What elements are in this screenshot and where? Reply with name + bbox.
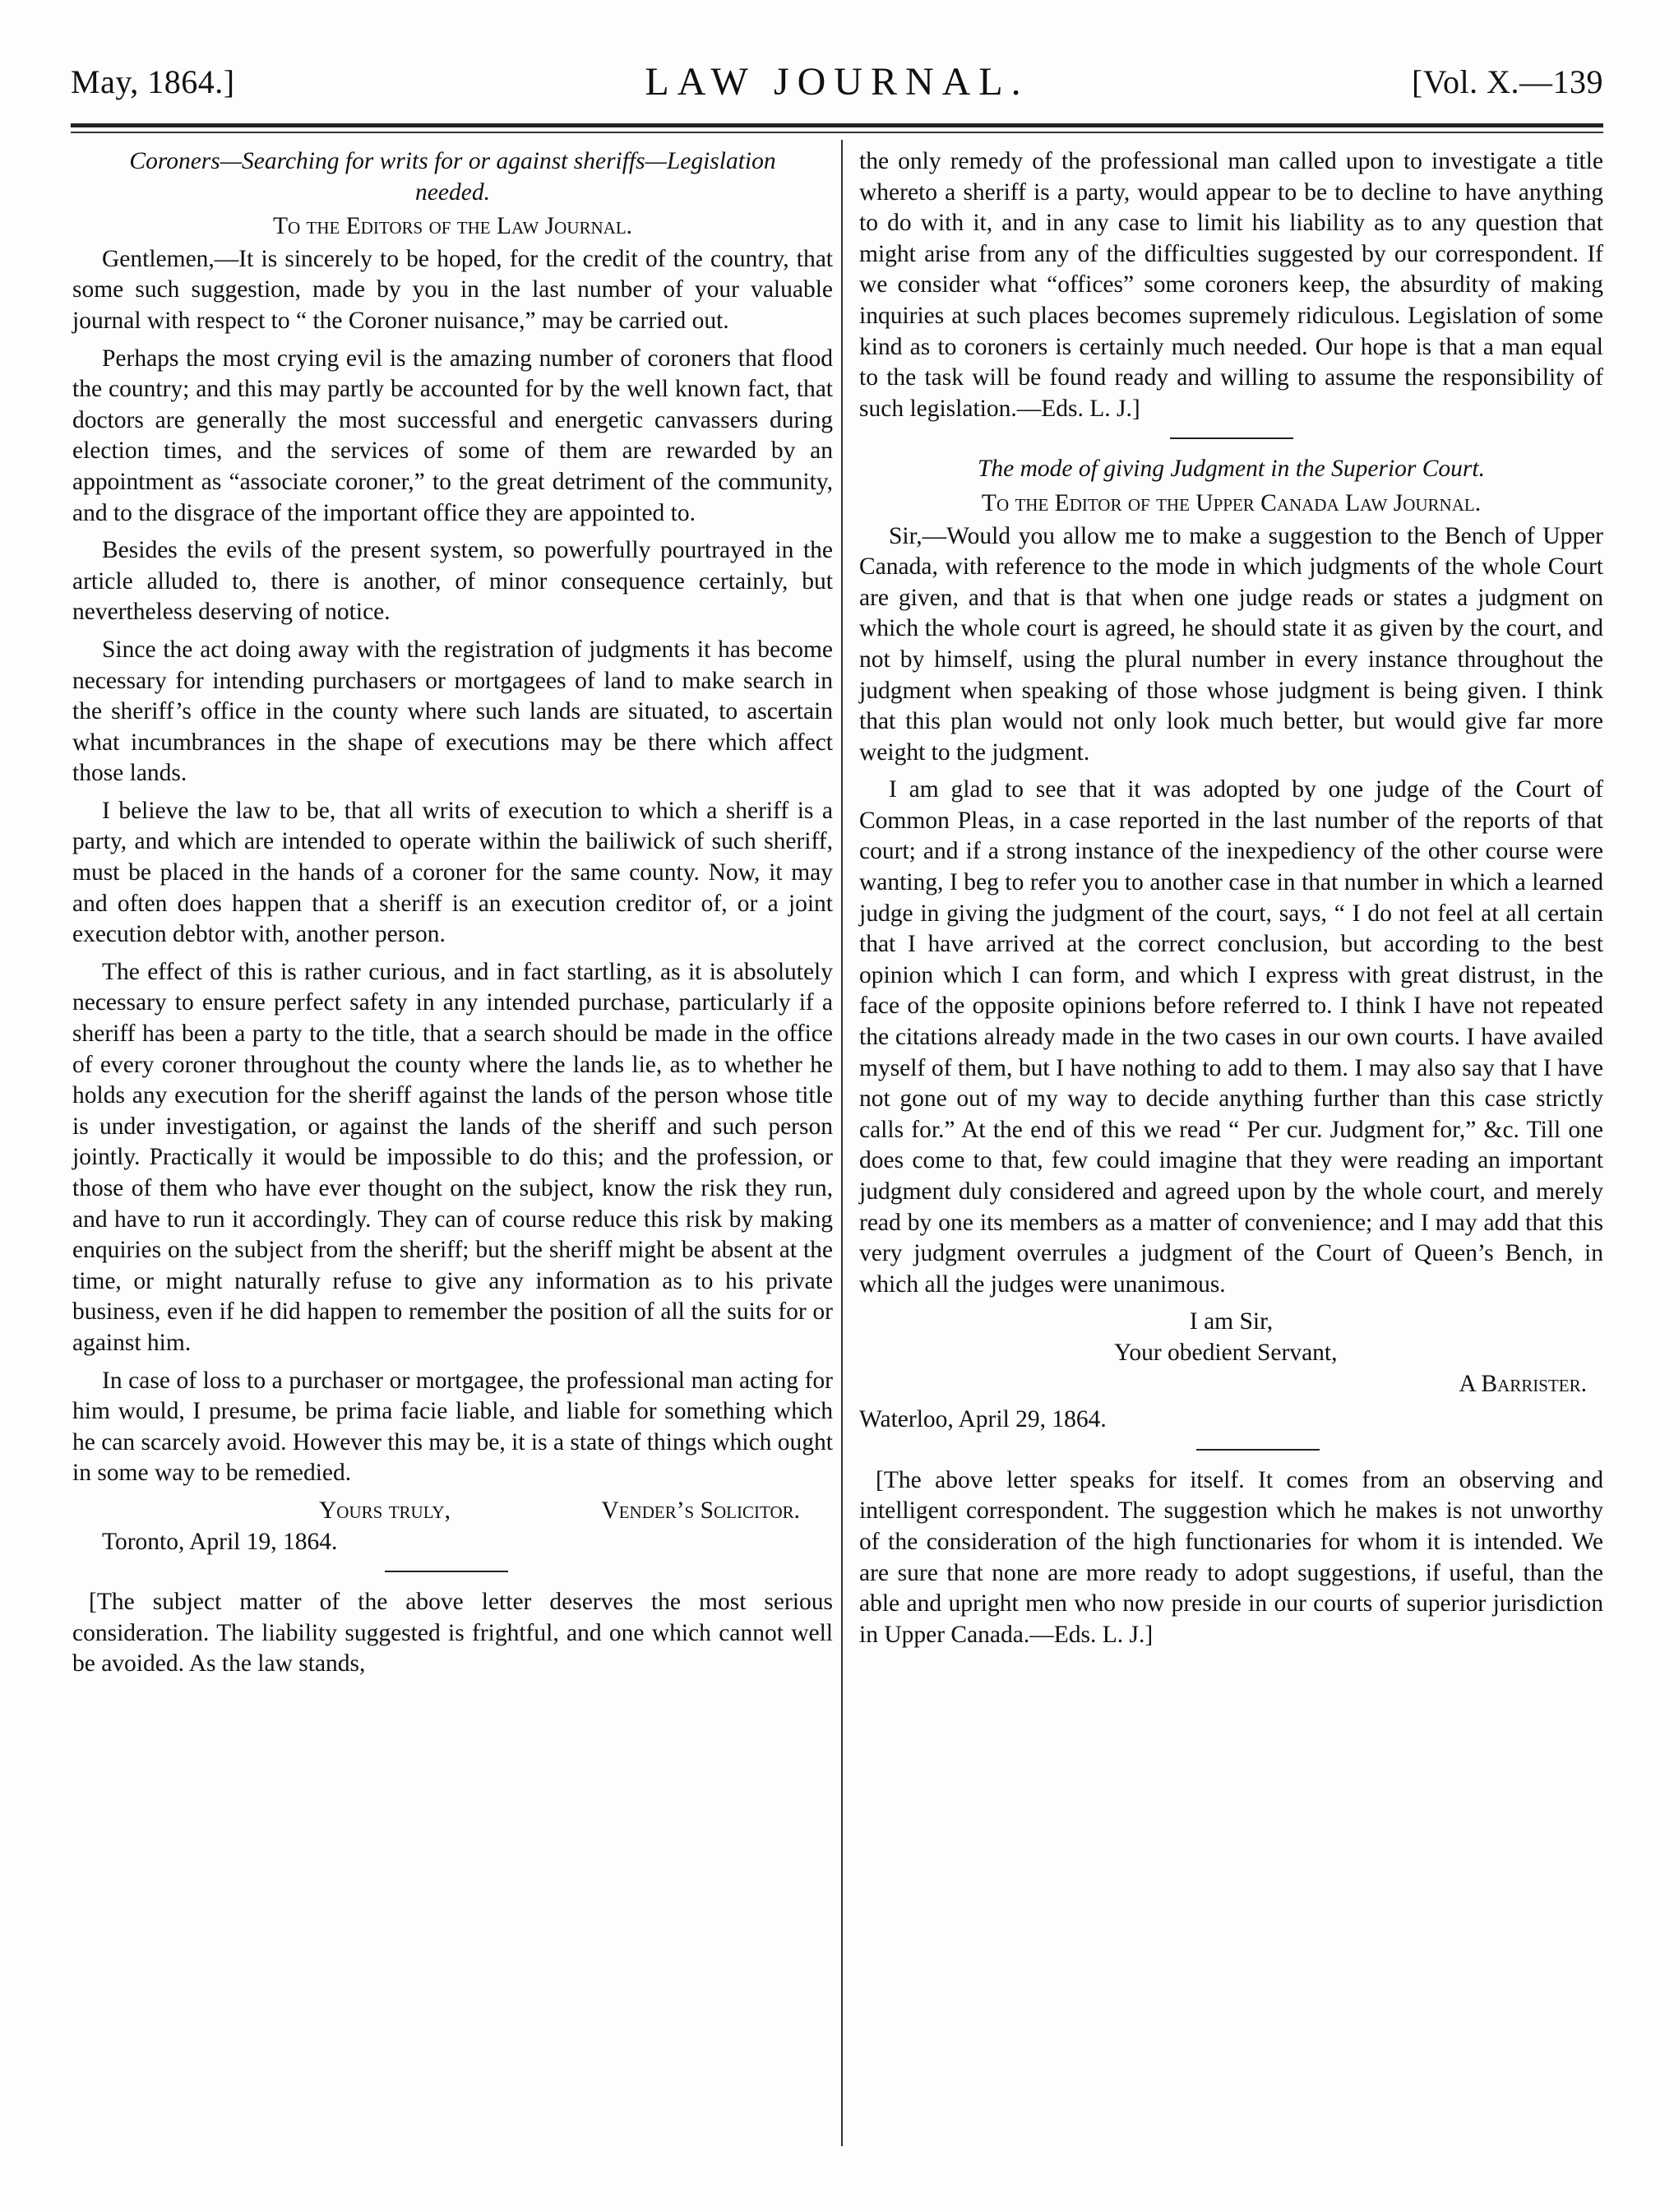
paragraph: I believe the law to be, that all writs of execution to which a sheriff is a party, and which are intended to operate within the bailiwick of such sheriff, must be placed in the hands of a coroner for the same county. Now, it may and often does happen that a sheriff is an execution creditor of, or a joint execution debtor with, another person. [72,797,833,948]
column-divider [841,140,843,2146]
section-rule [1196,1449,1320,1451]
editors-note-text: [The subject matter of the above letter deserves the most serious consideration. The liability suggested is frightful, and one which cannot well be avoided. As the law stands, [72,1589,833,1678]
section-rule [385,1571,508,1572]
closing-line: I am Sir, [1189,1308,1274,1335]
letter-address: To the Editors of the Law Journal. [272,213,633,240]
section-rule [1170,437,1293,439]
issue-date: May, 1864.] [71,63,235,100]
paragraph: Gentlemen,—It is sincerely to be hoped, for the credit of the country, that some such suggestion, made by you in the last number of your valuable journal with respect to “ the Coroner nuisance,” may be carried out. [72,245,833,334]
editors-note [72,1587,833,1680]
volume-page: [Vol. X.—139 [1411,63,1603,100]
closing-line: Your obedient Servant, [1114,1339,1338,1366]
paragraph: Besides the evils of the present system, so powerfully pourtrayed in the article alluded to, there is another, of minor consequence certainly, but nevertheless deserving of notice. [72,537,833,626]
dateline: Toronto, April 19, 1864. [102,1528,338,1555]
dateline: Waterloo, April 29, 1864. [859,1406,1107,1433]
paragraph: Perhaps the most crying evil is the amazing number of coroners that flood the country; and this may partly be accounted for by the well known fact, that doctors are generally the most successful and energetic canvassers during election times, and the services of some of them are rewarded by an appointment as “associate coroner,” to the great detriment of the community, and to the disgrace of the important office they are appointed to. [72,345,833,526]
paragraph: In case of loss to a purchaser or mortgagee, the professional man acting for him would, I presume, be prima facie liable, and liable for something which he can scarcely avoid. However this may be, it is a state of things which ought in some way to be remedied. [72,1367,833,1487]
paragraph: Sir,—Would you allow me to make a suggestion to the Bench of Upper Canada, with reference to the mode in which judgments of the whole Court are given, and that is that when one judge reads or states a judgment on which the whole court is agreed, he should state it as given by the court, and not by himself, using the plural number in every instance throughout the judgment when speaking of those whose judgment is being given. I think that this plan would not only look much better, but would give far more weight to the judgment. [859,522,1603,766]
editors-note-text: [The above letter speaks for itself. It comes from an observing and intelligent correspondent. The suggestion which he makes is not unworthy of the consideration of the high functionaries for whom it is intended. We are sure that none are more ready to adopt suggestions, if useful, than the able and upright men who now preside in our courts of superior jurisdiction in Upper Canada.—Eds. L. J.] [859,1466,1603,1648]
paragraph: The effect of this is rather curious, and in fact startling, as it is absolutely necessary to ensure perfect safety in any intended purchase, particularly if a sheriff has been a party to the title, that a search should be made in the office of every coroner throughout the county where the lands lie, as to whether he holds any execution for the sheriff against the lands of the person whose title is under investigation, or against the lands of the sheriff and such person jointly. Practically it would be impossible to do this; and the profession, or those of them who have ever thought on the subject, know the risk they run, and have to run it accordingly. They can of course reduce this risk by making enquiries on the subject from the sheriff; but the sheriff might be absent at the time, or might naturally refuse to give any information as to his private business, even if he did happen to remember the position of all the suits for or against him. [72,958,833,1356]
paragraph: I am glad to see that it was adopted by one judge of the Court of Common Pleas, in a case reported in the last number of the reports of that court; and if a strong instance of the inexpediency of the other course were wanting, I beg to refer you to another case in that number in which a learned judge in giving the judgment of the court, says, “ I do not feel at all certain that I have arrived at the correct conclusion, but according to the best opinion which I can form, and which I express with great distrust, in the face of the opposite opinions before referred to. I think I have not repeated the citations already made in the two cases in our own courts. I have availed myself of them, but I have nothing to add to them. I may also say that I have not gone out of my way to decide anything further than this case strictly calls for.” At the end of this we read “ Per cur. Judgment for,” &c. Till one does come to that, few could imagine that they were reading an important judgment duly considered and agreed upon by the whole court, and merely read by one its members as a matter of convenience; and I may add that this very judgment overrules a judgment of the Court of Queen’s Bench, in which all the judges were unanimous. [859,776,1603,1298]
header-rule-thin [71,132,1603,133]
header-rule-thick [71,123,1603,127]
article-title-coroners: Coroners—Searching for writs for or against sheriffs—Legislation needed. [129,148,776,206]
left-column [72,146,833,1687]
right-column [859,146,1603,1657]
signatory: Vender’s Solicitor. [601,1497,800,1524]
paragraph: Since the act doing away with the registration of judgments it has become necessary for intending purchasers or mortgagees of land to make search in the sheriff’s office in the county where such lands are situated, to ascertain what incumbrances in the shape of executions may be there which affect those lands. [72,636,833,787]
sign-off: Yours truly, [319,1497,451,1524]
editors-note [859,1465,1603,1651]
page-header [71,62,1603,120]
signature-line [72,1496,833,1527]
letter-address: To the Editor of the Upper Canada Law Journal. [981,489,1482,516]
editors-note-continued: the only remedy of the professional man called upon to investigate a title whereto a sheriff is a party, would appear to be to decline to have anything to do with it, and in any case to limit his liability as to any question that might arise from any of the difficulties suggested by our correspondent. If we consider what “offices” some coroners keep, the absurdity of making inquiries at such places becomes supremely ridiculous. Legislation of some kind as to coroners is certainly much needed. Our hope is that a man equal to the task will be found ready and willing to assume the responsibility of such legislation.—Eds. L. J.] [859,148,1603,422]
signatory: A Barrister. [1459,1370,1587,1397]
journal-title: LAW JOURNAL. [645,60,1029,104]
article-title-judgment: The mode of giving Judgment in the Superior Court. [978,456,1485,483]
